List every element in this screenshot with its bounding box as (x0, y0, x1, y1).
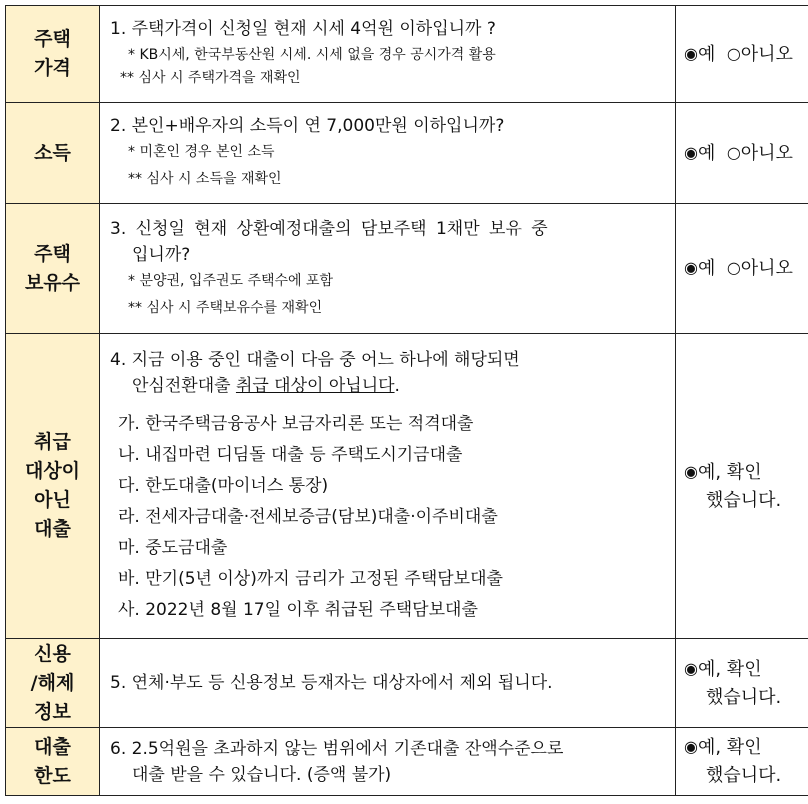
answer-cell (676, 728, 808, 796)
category-label: 대출 (34, 735, 71, 758)
table-row (6, 334, 808, 639)
question-text: 입니까? (132, 244, 191, 265)
table-row (6, 728, 808, 796)
question-text: 2. 본인+배우자의 소득이 연 7,000만원 이하입니까? (110, 116, 505, 136)
answer-cell (676, 204, 808, 334)
category-label: 가격 (34, 57, 71, 79)
radio-no-label[interactable]: 아니오 (740, 142, 793, 164)
question-text: 3. 신청일 현재 상환예정대출의 담보주택 1채만 보유 중 (110, 218, 548, 239)
note-text: * 미혼인 경우 본인 소득 (128, 144, 275, 160)
category-label: 한도 (34, 764, 71, 787)
radio-selected-icon[interactable]: ◉ (684, 142, 698, 162)
radio-yes-label[interactable]: 예 (697, 142, 716, 164)
table-row (6, 204, 808, 334)
confirm-label[interactable]: 예, 확인 (697, 658, 762, 680)
question-text-part: 안심전환대출 (132, 375, 236, 396)
radio-selected-icon[interactable]: ◉ (684, 658, 698, 678)
radio-selected-icon[interactable]: ◉ (684, 43, 698, 63)
category-label: 신용 (34, 642, 71, 665)
question-cell (100, 728, 676, 796)
category-cell (6, 204, 100, 334)
list-item: 다. 한도대출(마이너스 통장) (118, 475, 329, 496)
confirm-option[interactable] (684, 733, 808, 762)
confirm-label-cont: 했습니다. (706, 686, 782, 708)
category-label: /해제 (30, 671, 75, 694)
radio-no-label[interactable]: 아니오 (740, 43, 793, 65)
category-cell (6, 728, 100, 796)
question-cell (100, 6, 676, 103)
category-cell (6, 103, 100, 204)
question-text: 4. 지금 이용 중인 대출이 다음 중 어느 하나에 해당되면 (110, 349, 520, 370)
category-label: 아닌 (34, 489, 71, 511)
table-row (6, 6, 808, 103)
list-item: 바. 만기(5년 이상)까지 금리가 고정된 주택담보대출 (118, 568, 503, 589)
question-text: 6. 2.5억원을 초과하지 않는 범위에서 기존대출 잔액수준으로 (110, 738, 564, 759)
note-text: ** 심사 시 소득을 재확인 (128, 171, 282, 187)
answer-cell (676, 334, 808, 639)
question-text (110, 373, 665, 399)
category-cell (6, 6, 100, 103)
radio-selected-icon[interactable]: ◉ (684, 258, 698, 277)
category-label: 주택 (34, 28, 71, 50)
category-cell (6, 639, 100, 728)
category-label: 대출 (34, 518, 71, 540)
radio-unselected-icon[interactable]: ○ (726, 258, 741, 277)
list-item: 가. 한국주택금융공사 보금자리론 또는 적격대출 (118, 413, 474, 434)
answer-cell (676, 6, 808, 103)
question-cell (100, 103, 676, 204)
question-text: 대출 받을 수 있습니다. (증액 불가) (132, 764, 392, 785)
table-row (6, 639, 808, 728)
radio-selected-icon[interactable]: ◉ (684, 737, 698, 756)
answer-cell (676, 639, 808, 728)
radio-yes-label[interactable]: 예 (697, 258, 716, 279)
category-label: 보유수 (24, 271, 81, 294)
category-label: 대상이 (24, 460, 81, 482)
confirm-label-cont: 했습니다. (706, 765, 782, 786)
radio-unselected-icon[interactable]: ○ (726, 142, 741, 162)
question-cell (100, 334, 676, 639)
question-text-underlined: 취급 대상이 아닙니다 (235, 375, 395, 396)
note-text: * 분양권, 입주권도 주택수에 포함 (128, 272, 334, 289)
question-text: 5. 연체·부도 등 신용정보 등재자는 대상자에서 제외 됩니다. (110, 673, 553, 693)
confirm-label[interactable]: 예, 확인 (697, 461, 762, 483)
note-text: ** 심사 시 주택가격을 재확인 (120, 70, 301, 86)
confirm-label[interactable]: 예, 확인 (697, 737, 762, 758)
radio-yes-label[interactable]: 예 (697, 43, 716, 65)
table-row (6, 103, 808, 204)
list-item: 나. 내집마련 디딤돌 대출 등 주택도시기금대출 (118, 444, 463, 465)
radio-selected-icon[interactable]: ◉ (684, 461, 698, 481)
category-label: 주택 (34, 242, 71, 265)
question-cell (100, 204, 676, 334)
note-text: ** 심사 시 주택보유수를 재확인 (128, 299, 323, 316)
note-text: * KB시세, 한국부동산원 시세. 시세 없을 경우 공시가격 활용 (128, 47, 496, 63)
category-label: 정보 (34, 700, 71, 723)
list-item: 사. 2022년 8월 17일 이후 취급된 주택담보대출 (118, 599, 478, 620)
category-cell (6, 334, 100, 639)
eligibility-checklist-table (5, 5, 808, 796)
list-item: 라. 전세자금대출·전세보증금(담보)대출·이주비대출 (118, 506, 498, 527)
category-label: 소득 (34, 141, 71, 164)
list-item: 마. 중도금대출 (118, 537, 228, 558)
radio-unselected-icon[interactable]: ○ (726, 43, 741, 63)
confirm-option[interactable] (684, 458, 808, 487)
question-text: 1. 주택가격이 신청일 현재 시세 4억원 이하입니까 ? (110, 19, 496, 39)
radio-no-label[interactable]: 아니오 (740, 258, 793, 279)
question-cell (100, 639, 676, 728)
confirm-label-cont: 했습니다. (706, 489, 782, 511)
exclusion-list (110, 409, 665, 626)
category-label: 취급 (34, 431, 71, 453)
answer-cell (676, 103, 808, 204)
question-text-part: . (394, 375, 400, 396)
confirm-option[interactable] (684, 655, 808, 684)
